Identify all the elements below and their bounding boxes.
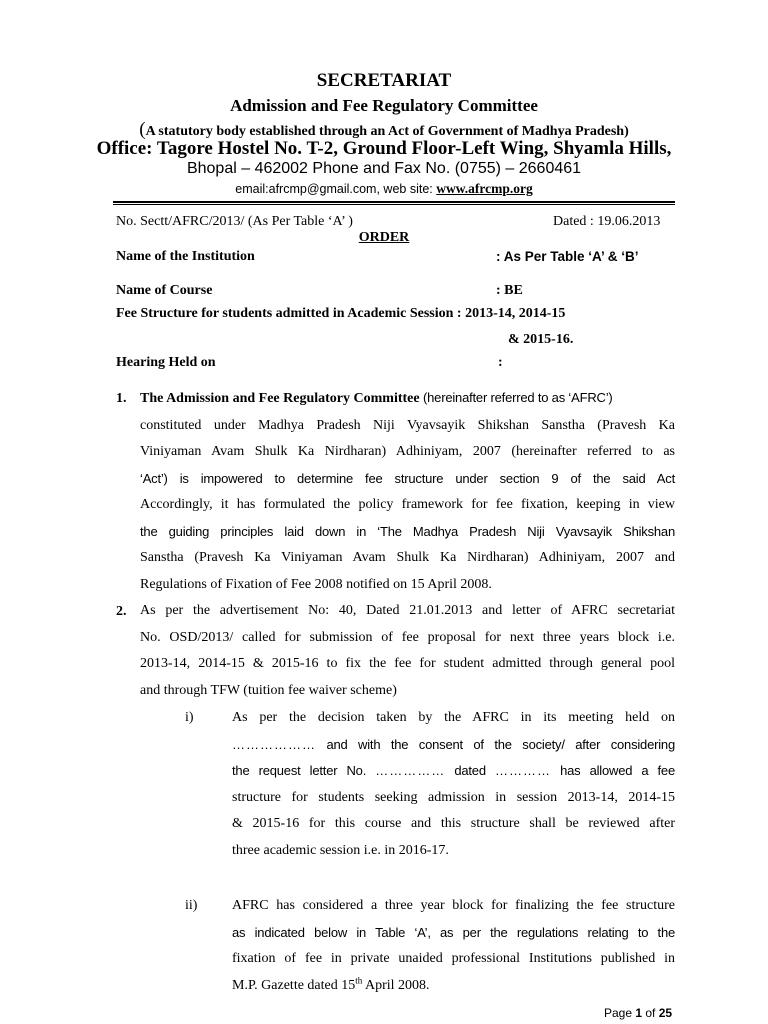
subpoint-i-line (232, 732, 675, 759)
paragraph-2-line: As per the advertisement No: 40, Dated 21.01.2013 and letter of AFRC secretariat (140, 603, 675, 618)
paragraph-1-line: Regulations of Fixation of Fee 2008 notified on 15 April 2008. (140, 576, 492, 592)
afrc-paren: (hereinafter referred to as ‘AFRC’) (419, 390, 613, 405)
header-divider (113, 201, 675, 203)
statutory-text: A statutory body established through an Act of Government of Madhya Pradesh) (145, 124, 629, 139)
paragraph-1-line: constituted under Madhya Pradesh Niji Vyavsayik Shikshan Sanstha (Pravesh Ka (140, 417, 675, 433)
committee-name: Admission and Fee Regulatory Committee (230, 96, 538, 115)
paragraph-1-line: Accordingly, it has formulated the policy framework for fee fixation, keeping in view (140, 497, 675, 512)
subpoint-i-label: i) (185, 710, 194, 725)
email-text: email:afrcmp@gmail.com, web site: (235, 182, 437, 196)
page-current: 1 (635, 1006, 643, 1020)
blank-dots: …………… (375, 763, 446, 778)
website-link[interactable]: www.afrcmp.org (436, 181, 533, 196)
ordinal-suffix: th (355, 974, 363, 985)
subpoint-i-text: dated (445, 763, 495, 778)
paragraph-2 (140, 598, 675, 704)
institution-value: : As Per Table ‘A’ & ‘B’ (496, 249, 639, 264)
paragraph-1-line (140, 385, 675, 413)
order-date: Dated : 19.06.2013 (553, 214, 661, 229)
blank-dots: ……………… (232, 736, 316, 752)
contact-line (0, 181, 768, 197)
subpoint-ii (232, 893, 675, 999)
blank-dots: ………… (494, 763, 551, 778)
paragraph-2-number: 2. (116, 604, 127, 619)
committee-bold: The Admission and Fee Regulatory Committee (140, 391, 420, 406)
hearing-label: Hearing Held on (116, 355, 216, 370)
subpoint-i-text: has allowed a fee (550, 763, 675, 778)
fee-structure-label: Fee Structure for students admitted in Academic Session : 2013-14, 2014-15 (116, 306, 566, 321)
page-of: of (642, 1006, 659, 1020)
paragraph-1 (140, 385, 675, 598)
subpoint-i (232, 705, 675, 864)
paragraph-2-line: 2013-14, 2014-15 & 2015-16 to fix the fee for student admitted through general pool (140, 656, 675, 671)
subpoint-ii-line (232, 973, 675, 1000)
subpoint-ii-line: AFRC has considered a three year block for finalizing the fee structure (232, 898, 675, 913)
fee-structure-value-cont: & 2015-16. (508, 332, 574, 347)
paragraph-1-line: the guiding principles laid down in ‘The Madhya Pradesh Niji Vyavsayik Shikshan (140, 523, 675, 539)
office-address: Office: Tagore Hostel No. T-2, Ground Floor-Left Wing, Shyamla Hills, (96, 138, 672, 159)
course-value: : BE (496, 283, 523, 298)
subpoint-i-text: and with the consent of the society/ after considering (316, 736, 675, 752)
subpoint-i-line: & 2015-16 for this course and this structure shall be reviewed after (232, 816, 675, 831)
subpoint-i-line: As per the decision taken by the AFRC in its meeting held on (232, 710, 675, 725)
gazette-text-end: April 2008. (362, 977, 430, 993)
header-title: SECRETARIAT (316, 70, 452, 91)
order-title: ORDER (358, 230, 410, 245)
course-label: Name of Course (116, 283, 213, 298)
subpoint-ii-line: fixation of fee in private unaided professional Institutions published in (232, 951, 675, 966)
paragraph-1-line: Sanstha (Pravesh Ka Viniyaman Avam Shulk Ka Nirdharan) Adhiniyam, 2007 and (140, 550, 675, 565)
paragraph-1-number: 1. (116, 391, 127, 406)
subpoint-i-line: three academic session i.e. in 2016-17. (232, 842, 449, 858)
page-number (604, 1006, 672, 1020)
paragraph-1-line: ‘Act’) is impowered to determine fee structure under section 9 of the said Act (140, 470, 675, 486)
subpoint-i-line (232, 758, 675, 785)
page-total: 25 (658, 1006, 673, 1020)
paragraph-1-line: Viniyaman Avam Shulk Ka Nirdharan) Adhiniyam, 2007 (hereinafter referred to as (140, 444, 675, 459)
city-phone: Bhopal – 462002 Phone and Fax No. (0755) – 2660461 (186, 160, 582, 177)
reference-number: No. Sectt/AFRC/2013/ (As Per Table ‘A’ ) (116, 214, 353, 229)
header-divider-thin (113, 204, 675, 205)
paragraph-2-line: No. OSD/2013/ called for submission of fee proposal for next three years block i.e. (140, 629, 675, 645)
statutory-paren: ( (139, 119, 146, 140)
paragraph-2-line: and through TFW (tuition fee waiver scheme) (140, 682, 397, 698)
institution-label: Name of the Institution (116, 249, 255, 264)
hearing-value: : (498, 355, 503, 370)
gazette-text: M.P. Gazette dated 15 (232, 977, 356, 993)
page-word: Page (604, 1006, 636, 1020)
subpoint-ii-line: as indicated below in Table ‘A’, as per the regulations relating to the (232, 924, 675, 940)
subpoint-i-line: structure for students seeking admission in session 2013-14, 2014-15 (232, 789, 675, 805)
subpoint-ii-label: ii) (185, 898, 198, 913)
subpoint-i-text: the request letter No. (232, 763, 376, 778)
